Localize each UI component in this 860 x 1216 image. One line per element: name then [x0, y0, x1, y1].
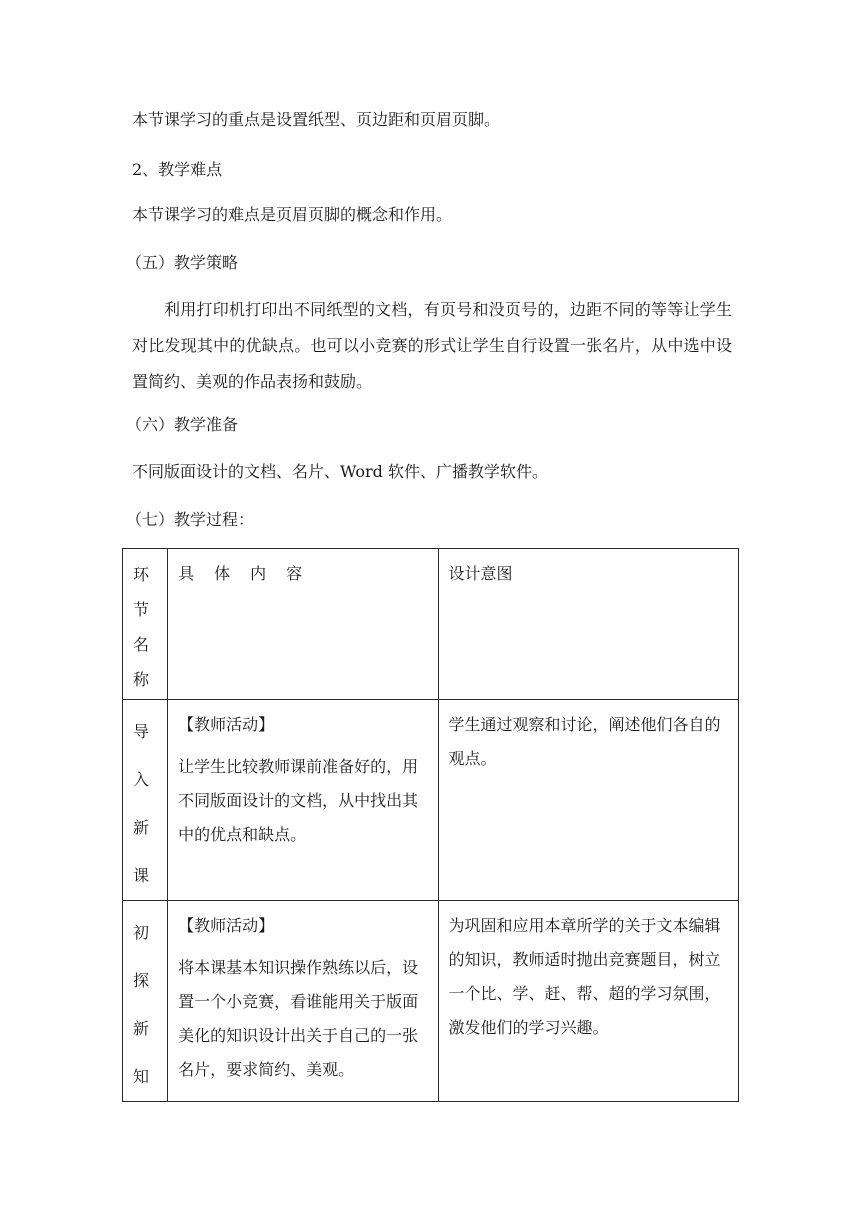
difficulty-heading: 2、教学难点 [132, 160, 223, 179]
activity-label: 【教师活动】 [178, 916, 275, 935]
table-row [123, 901, 739, 1102]
teaching-process-table [122, 548, 739, 1102]
row-activity [168, 700, 438, 901]
row-design-intent: 为巩固和应用本章所学的关于文本编辑的知识，教师适时抛出竞赛题目，树立一个比、学、赶、帮、超的学习氛围，激发他们的学习兴趣。 [438, 901, 739, 1102]
row-section-name: 导入新课 [123, 700, 168, 901]
row-section-name: 初探新知 [123, 901, 168, 1102]
row-activity [168, 901, 438, 1102]
activity-label: 【教师活动】 [178, 715, 275, 734]
table-row [123, 700, 739, 901]
header-design-intent: 设计意图 [438, 549, 739, 700]
row-design-intent: 学生通过观察和讨论，阐述他们各自的观点。 [438, 700, 739, 901]
preparation-text: 不同版面设计的文档、名片、Word 软件、广播教学软件。 [132, 462, 548, 481]
key-points-text: 本节课学习的重点是设置纸型、页边距和页眉页脚。 [132, 110, 501, 129]
process-heading: （七）教学过程： [126, 510, 255, 529]
header-content-char: 容 [286, 564, 303, 583]
header-content-char: 内 [250, 564, 267, 583]
activity-text: 将本课基本知识操作熟练以后，设置一个小竞赛，看谁能用关于版面美化的知识设计出关于自己的一张名片，要求简约、美观。 [178, 958, 419, 1079]
activity-text: 让学生比较教师课前准备好的，用不同版面设计的文档，从中找出其中的优点和缺点。 [178, 757, 419, 844]
strategy-heading: （五）教学策略 [126, 253, 239, 272]
strategy-paragraph: 利用打印机打印出不同纸型的文档，有页号和没页号的，边距不同的等等让学生对比发现其中的优缺点。也可以小竞赛的形式让学生自行设置一张名片，从中选中设置简约、美观的作品表扬和鼓励。 [132, 300, 732, 391]
header-section-name: 环节名称 [123, 549, 168, 700]
preparation-heading: （六）教学准备 [126, 415, 239, 434]
difficulty-text: 本节课学习的难点是页眉页脚的概念和作用。 [132, 205, 453, 224]
header-content [168, 549, 438, 700]
header-content-char: 具 [178, 564, 195, 583]
header-content-char: 体 [214, 564, 231, 583]
table-header-row [123, 549, 739, 700]
